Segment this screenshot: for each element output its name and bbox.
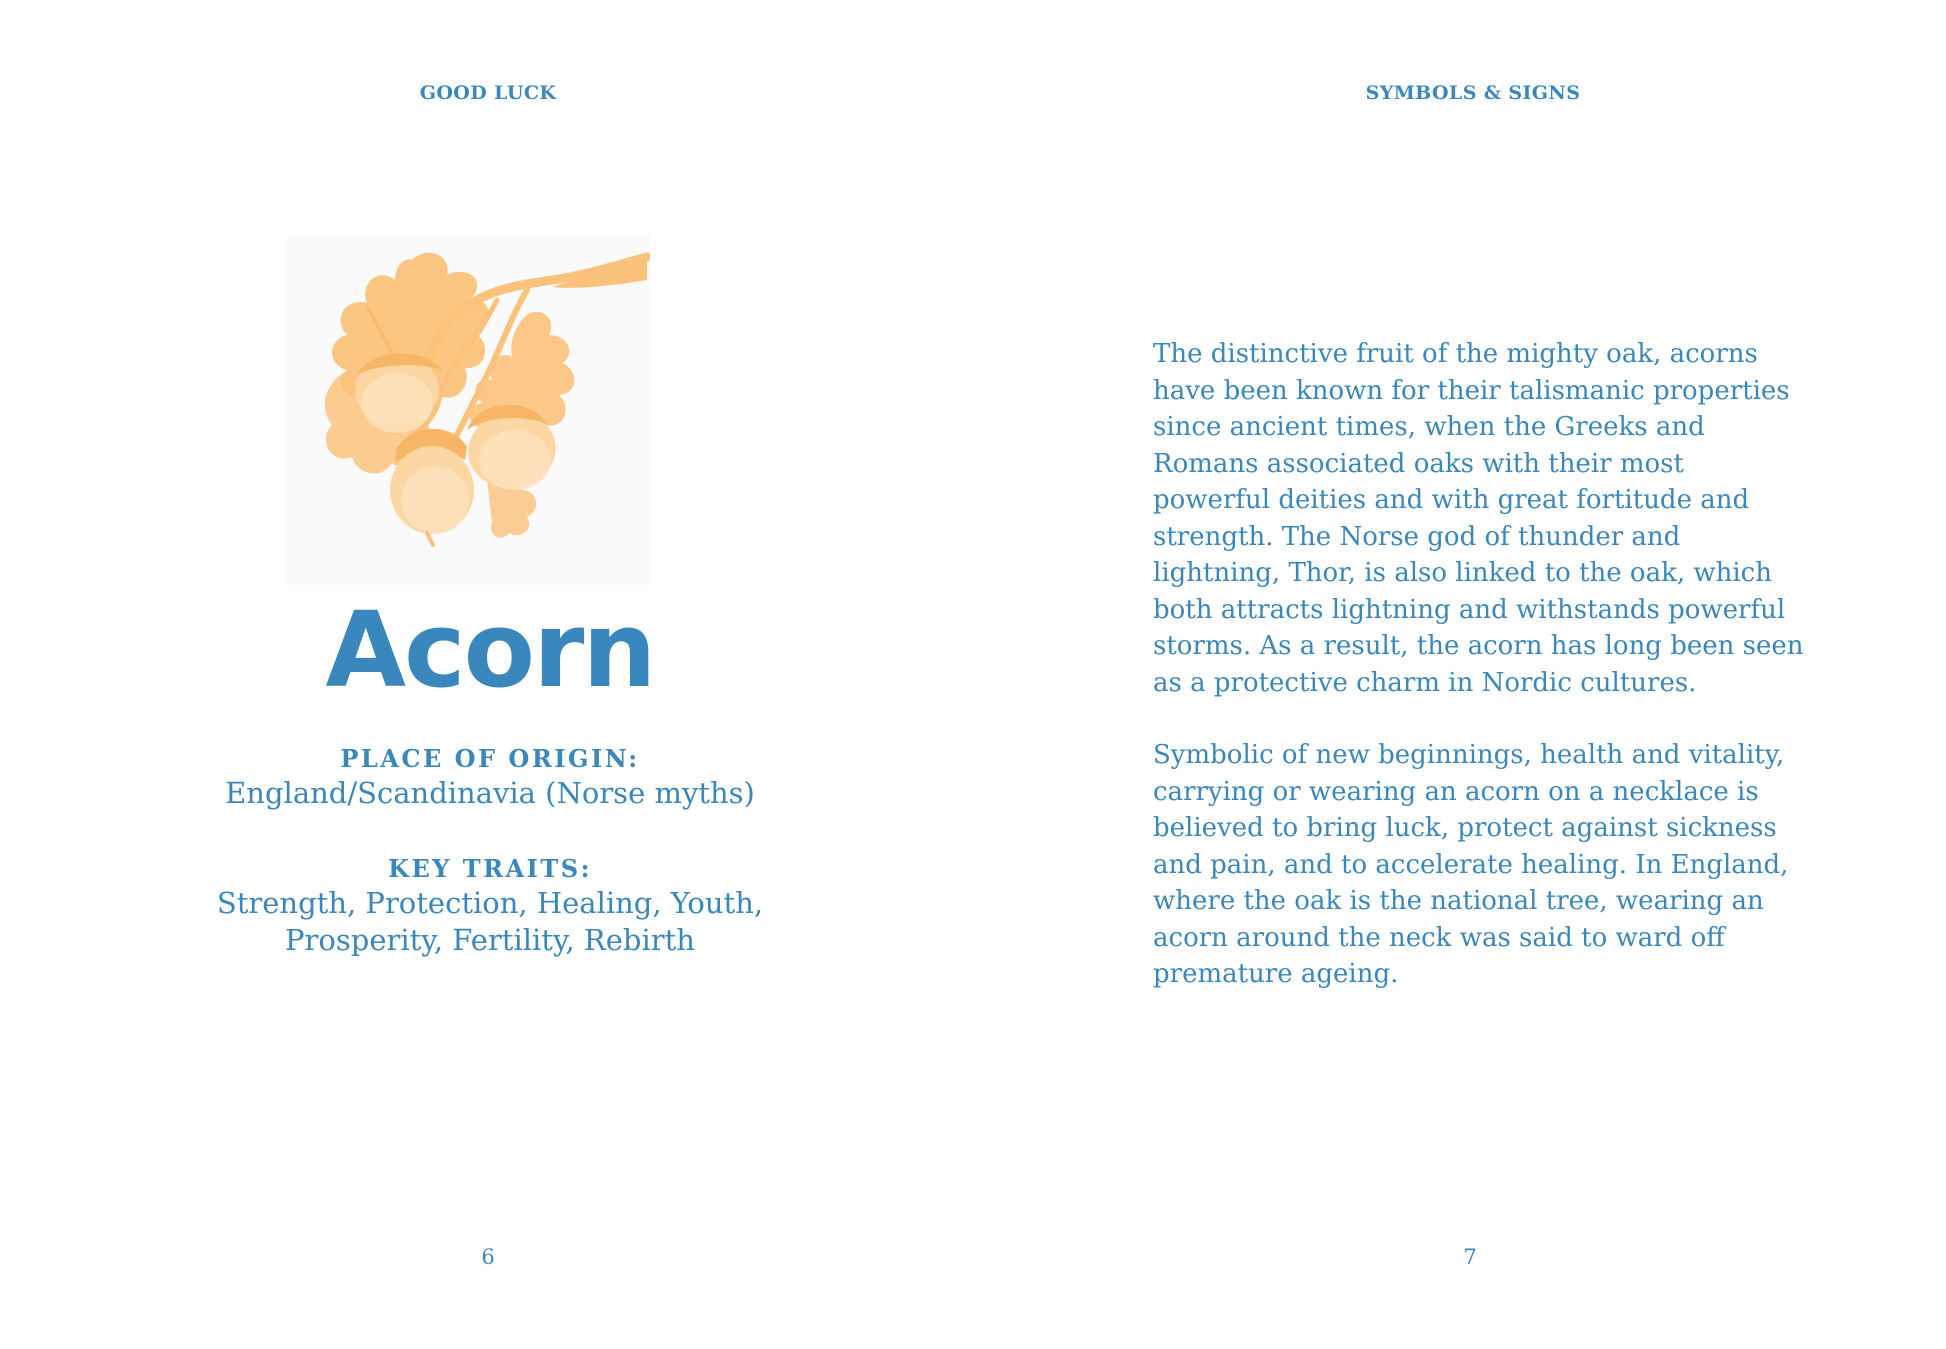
origin-value: England/Scandinavia (Norse myths) <box>225 776 755 810</box>
traits-value: Strength, Protection, Healing, Youth, Prosperity, Fertility, Rebirth <box>216 886 764 957</box>
body-paragraph-1: The distinctive fruit of the mighty oak, acorns have been known for their talismanic properties since ancient times, when the Greeks and Romans associated oaks with their most powerful deities and with great fortitude and strength. The Norse god of thunder and lightning, Thor, is also linked to the oak, which both attracts lightning and withstands powerful storms. As a result, the acorn has long been seen as a protective charm in Nordic cultures. <box>1153 339 1804 698</box>
right-page <box>973 0 1946 1349</box>
running-head-left: GOOD LUCK <box>419 82 557 104</box>
symbol-title: Acorn <box>325 589 655 711</box>
origin-label: PLACE OF ORIGIN: <box>340 744 640 773</box>
page-number-left: 6 <box>481 1245 495 1269</box>
acorn-icon <box>287 235 650 585</box>
oak-leaves-and-acorns-illustration <box>287 235 650 585</box>
traits-label: KEY TRAITS: <box>388 854 592 883</box>
page-number-right: 7 <box>1463 1245 1477 1269</box>
body-paragraph-2: Symbolic of new beginnings, health and vitality, carrying or wearing an acorn on a necklace is believed to bring luck, protect against sickness and pain, and to accelerate healing. In England, where the oak is the national tree, wearing an acorn around the neck was said to ward off premature ageing. <box>1153 740 1789 989</box>
place-of-origin <box>0 743 980 812</box>
key-traits <box>0 853 980 959</box>
running-head-right: SYMBOLS & SIGNS <box>1365 82 1581 104</box>
